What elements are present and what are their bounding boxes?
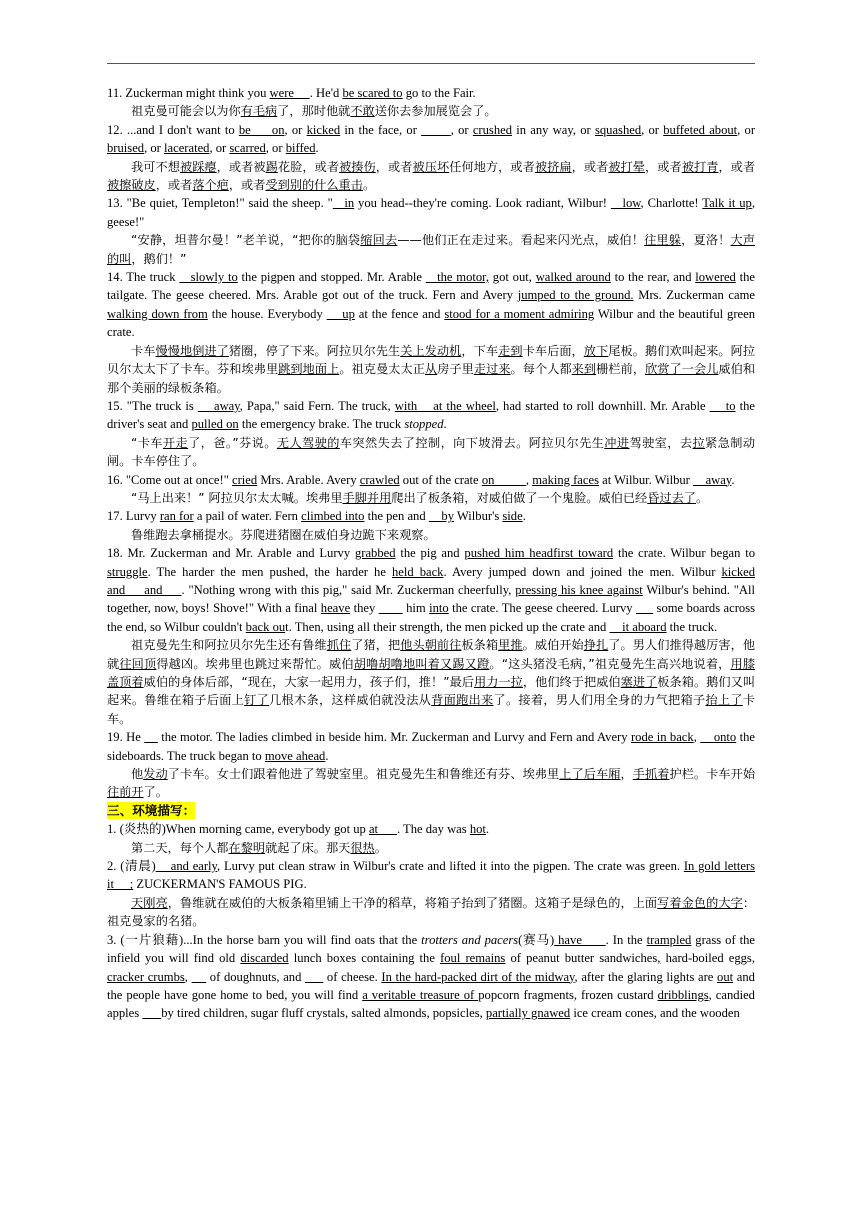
section-heading (107, 802, 755, 820)
chinese-translation: 第二天，每个人都在黎明就起了床。那天很热。 (131, 840, 387, 855)
english-paragraph: 11. Zuckerman might think you were . He'd be scared to go to the Fair. (107, 86, 476, 100)
chinese-translation: 祖克曼可能会以为你有毛病了，那时他就不敢送你去参加展览会了。 (131, 104, 497, 119)
chinese-translation: 他发动了卡车。女士们跟着他进了驾驶室里。祖克曼先生和鲁维还有芬、埃弗里上了后车厢，手抓着护栏。卡车开始往前开了。 (107, 767, 756, 800)
document-body (107, 84, 755, 1023)
english-paragraph: 18. Mr. Zuckerman and Mr. Arable and Lurvy grabbed the pig and pushed him headfirst toward the crate. Wilbur began to struggle. The harder the men pushed, the harder he held back. Avery jumped down and joined the men. Wilbur kicked and and . "Nothing wrong with this pig," said Mr. Zuckerman cheerfully, pressing his knee against Wilbur's behind. "All together, now, boys! Shove!" With a final heave they him into the crate. The geese cheered. Lurvy some boards across the end, so Wilbur couldn't back out. Then, using all their strength, the men picked up the crate and it aboard the truck. (107, 546, 756, 634)
section-title: 三、环境描写： (107, 802, 196, 818)
english-paragraph: 15. "The truck is away, Papa," said Fern. The truck, with at the wheel, had started to roll downhill. Mr. Arable to the driver's seat and pulled on the emergency brake. The truck stopped. (107, 398, 755, 432)
chinese-translation: “安静，坦普尔曼！”老羊说，“把你的脑袋缩回去——他们正在走过来。看起来闪光点，威伯！往里躲，夏洛！大声的叫，鹅们！” (107, 233, 756, 266)
english-paragraph: 19. He the motor. The ladies climbed in beside him. Mr. Zuckerman and Lurvy and Fern and Avery rode in back, onto the sideboards. The truck began to move ahead. (107, 730, 756, 763)
chinese-translation: 卡车慢慢地倒进了猪圈，停了下来。阿拉贝尔先生关上发动机，下车走到卡车后面，放下尾板。鹅们欢叫起来。阿拉贝尔太太下了卡车。芬和埃弗里跳到地面上。祖克曼太太正从房子里走过来。每个人都来到栅栏前，欣赏了一会儿威伯和那个美丽的绿板条箱。 (107, 343, 756, 395)
chinese-translation: 鲁维跑去拿桶提水。芬爬进猪圈在威伯身边跪下来观察。 (131, 527, 436, 542)
english-paragraph: 1. (炎热的)When morning came, everybody got up at . The day was hot. (107, 822, 490, 837)
english-paragraph: 2. (清晨) and early, Lurvy put clean straw in Wilbur's crate and lifted it into the pigpen. The crate was green. In gold letters it ; ZUCKERMAN'S FAMOUS PIG. (107, 859, 756, 892)
english-paragraph: 14. The truck slowly to the pigpen and stopped. Mr. Arable the motor, got out, walked around to the rear, and lowered the tailgate. The geese cheered. Mrs. Arable got out of the truck. Fern and Avery jumped to the ground. Mrs. Zuckerman came walking down from the house. Everybody up at the fence and stood for a moment admiring Wilbur and the beautiful green crate. (107, 270, 756, 340)
chinese-translation: “卡车开走了，爸。”芬说。无人驾驶的车突然失去了控制，向下坡滑去。阿拉贝尔先生冲进驾驶室，去拉紧急制动闸。卡车停住了。 (107, 435, 756, 469)
english-paragraph: 17. Lurvy ran for a pail of water. Fern climbed into the pen and by Wilbur's side. (107, 509, 526, 524)
english-paragraph: 16. "Come out at once!" cried Mrs. Arable. Avery crawled out of the crate on , making faces at Wilbur. Wilbur away. (107, 472, 735, 487)
chinese-translation: 祖克曼先生和阿拉贝尔先生还有鲁维抓住了猪，把他头朝前往板条箱里推。威伯开始挣扎了。男人们推得越厉害，他就往回顶得越凶。埃弗里也跳过来帮忙。威伯胡噜胡噜地叫着又踢又蹬。“这头猪没毛病，”祖克曼先生高兴地说着，用膝盖顶着威伯的身体后部，“现在，大家一起用力，孩子们，推！”最后用力一拉，他们终于把威伯塞进了板条箱。鹅们又叫起来。鲁维在箱子后面上钉了几根木条，这样威伯就没法从背面跑出来了。接着，男人们用全身的力气把箱子抬上了卡车。 (107, 638, 756, 726)
header-rule (107, 63, 755, 64)
chinese-translation: 我可不想被踩瘪，或者被踢花脸，或者被揍伤，或者被压坏任何地方，或者被挤扁，或者被打晕，或者被打青，或者被擦破皮，或者落个疤，或者受到别的什么重击。 (107, 159, 756, 193)
chinese-translation: 天刚亮，鲁维就在威伯的大板条箱里铺上干净的稻草，将箱子抬到了猪圈。这箱子是绿色的，上面写着金色的大字：祖克曼家的名猪。 (107, 895, 756, 929)
english-paragraph: 3. (一片狼藉)...In the horse barn you will find oats that the trotters and pacers(赛马) have . In the trampled grass of the infield you will find old discarded lunch boxes containing the foul remains of peanut butter sandwiches, hard-boiled eggs, cracker crumbs, of doughnuts, and of cheese. In the hard-packed dirt of the midway, after the glaring lights are out and the people have gone home to bed, you will find a veritable treasure of popcorn fragments, frozen custard dribblings, candied apples by tired children, sugar fluff crystals, salted almonds, popsicles, partially gnawed ice cream cones, and the wooden (107, 932, 755, 1021)
english-paragraph: 13. "Be quiet, Templeton!" said the sheep. " in you head--they're coming. Look radiant, Wilbur! low, Charlotte! Talk it up, geese!" (107, 196, 755, 229)
chinese-translation: “马上出来！” 阿拉贝尔太太喊。埃弗里手脚并用爬出了板条箱，对威伯做了一个鬼脸。威伯已经昏过去了。 (131, 490, 709, 505)
english-paragraph: 12. ...and I don't want to be on, or kicked in the face, or , or crushed in any way, or squashed, or buffeted about, or bruised, or lacerated, or scarred, or biffed. (107, 122, 756, 156)
